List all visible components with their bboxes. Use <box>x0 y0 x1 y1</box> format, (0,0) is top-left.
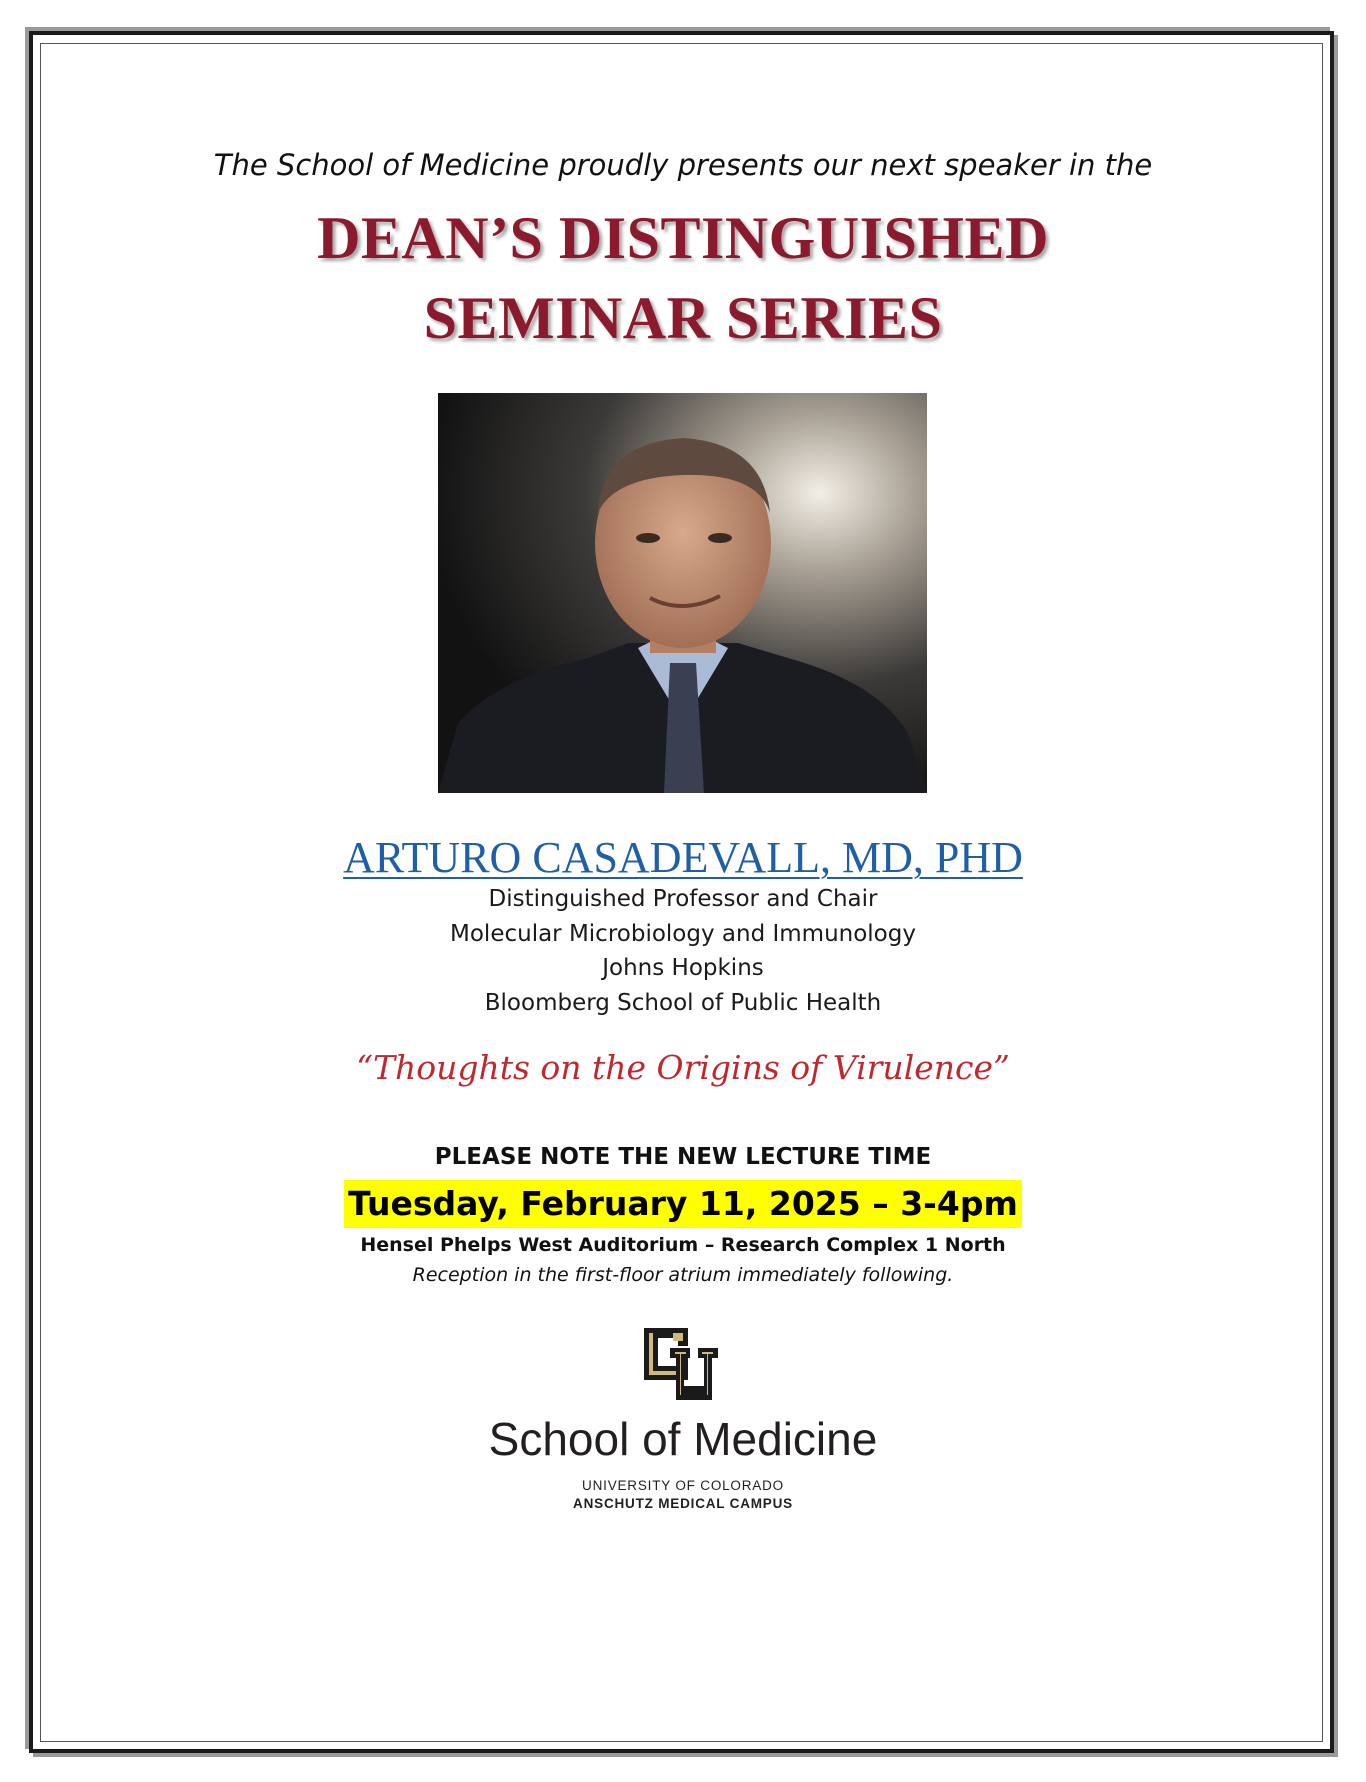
campus-name: ANSCHUTZ MEDICAL CAMPUS <box>573 1496 793 1511</box>
lecture-time-notice: PLEASE NOTE THE NEW LECTURE TIME <box>434 1144 932 1170</box>
talk-title: “Thoughts on the Origins of Virulence” <box>356 1048 1010 1087</box>
speaker-affiliation <box>0 882 1366 1020</box>
series-title <box>0 198 1366 358</box>
event-datetime <box>0 1180 1366 1228</box>
series-title-line1: DEAN’S DISTINGUISHED <box>317 205 1049 271</box>
event-venue: Hensel Phelps West Auditorium – Research Complex 1 North <box>360 1234 1006 1256</box>
speaker-photo <box>438 393 927 793</box>
university-name: UNIVERSITY OF COLORADO <box>582 1478 784 1493</box>
speaker-name-text: ARTURO CASADEVALL, MD, PHD <box>343 833 1023 882</box>
intro-text: The School of Medicine proudly presents our next speaker in the <box>213 148 1153 182</box>
school-name: School of Medicine <box>488 1413 878 1465</box>
event-datetime-highlight: Tuesday, February 11, 2025 – 3-4pm <box>344 1180 1022 1228</box>
speaker-title: Distinguished Professor and Chair <box>488 886 878 912</box>
reception-note: Reception in the first-floor atrium immediately following. <box>412 1264 954 1286</box>
series-title-line2: SEMINAR SERIES <box>423 285 943 351</box>
speaker-school: Bloomberg School of Public Health <box>484 989 882 1016</box>
cu-logo-icon <box>640 1324 722 1404</box>
speaker-name <box>0 832 1366 883</box>
speaker-department: Molecular Microbiology and Immunology <box>450 920 916 947</box>
speaker-institution: Johns Hopkins <box>602 955 764 981</box>
speaker-portrait-illustration <box>438 393 927 793</box>
